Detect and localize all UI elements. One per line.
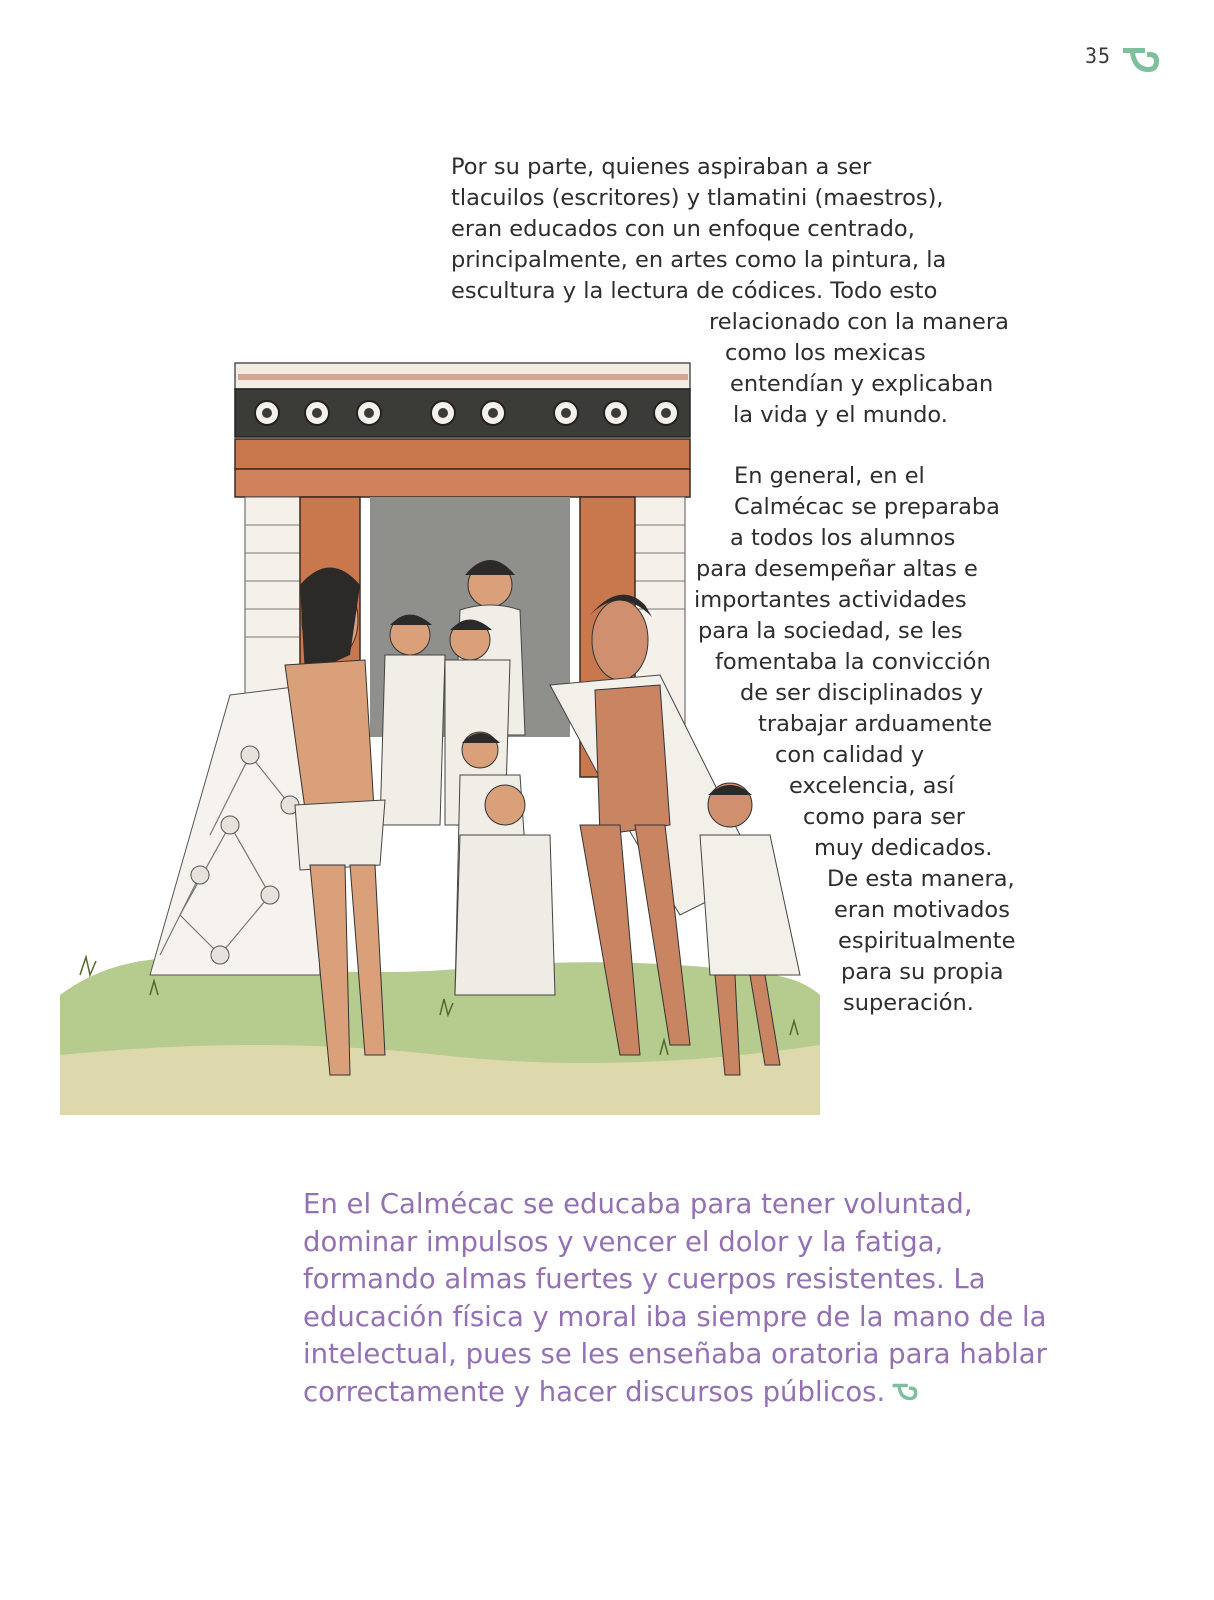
paragraph1-line: la vida y el mundo. [733,402,948,428]
paragraph2-line: para desempeñar altas e [696,556,978,582]
paragraph2-line: fomentaba la convicción [715,649,991,675]
paragraph2-line: En general, en el [734,463,925,489]
paragraph1-line: relacionado con la manera [709,309,1009,335]
paragraph2-line: para su propia [841,959,1004,985]
paragraph1-line: escultura y la lectura de códices. Todo esto [451,278,938,304]
paragraph1-line: eran educados con un enfoque centrado, [451,216,915,242]
paragraph2-line: eran motivados [834,897,1010,923]
paragraph2-line: como para ser [803,804,966,830]
paragraph2-line: superación. [843,990,974,1016]
paragraph2-line: de ser disciplinados y [740,680,984,706]
paragraph2-line: trabajar arduamente [758,711,993,737]
paragraph2-line: De esta manera, [827,866,1015,892]
callout-paragraph [303,1186,1063,1411]
paragraph1-line: entendían y explicaban [730,371,994,397]
paragraph1-line: principalmente, en artes como la pintura, la [451,247,947,273]
paragraph1-line: Por su parte, quienes aspiraban a ser [451,154,872,180]
fret-glyph-icon [1121,44,1161,76]
paragraph2-line: importantes actividades [694,587,967,613]
fret-glyph-icon [891,1381,919,1403]
paragraph2-line: excelencia, así [789,773,955,799]
paragraph2-line: para la sociedad, se les [698,618,963,644]
paragraph1-line: tlacuilos (escritores) y tlamatini (maestros), [451,185,944,211]
paragraph2-line: muy dedicados. [814,835,993,861]
callout-text: En el Calmécac se educaba para tener voluntad, dominar impulsos y vencer el dolor y la fatiga, formando almas fuertes y cuerpos resistentes. La educación física y moral iba siempre de la mano de la intelectual, pues se les enseñaba oratoria para hablar correctamente y hacer discursos públicos. [303,1188,1047,1408]
paragraph1-line: como los mexicas [725,340,926,366]
paragraph2-line: Calmécac se preparaba [734,494,1000,520]
codex-calmecac-illustration [60,355,820,1135]
paragraph2-line: espiritualmente [838,928,1016,954]
page-number: 35 [1085,44,1112,68]
paragraph2-line: con calidad y [775,742,925,768]
paragraph2-line: a todos los alumnos [730,525,956,551]
